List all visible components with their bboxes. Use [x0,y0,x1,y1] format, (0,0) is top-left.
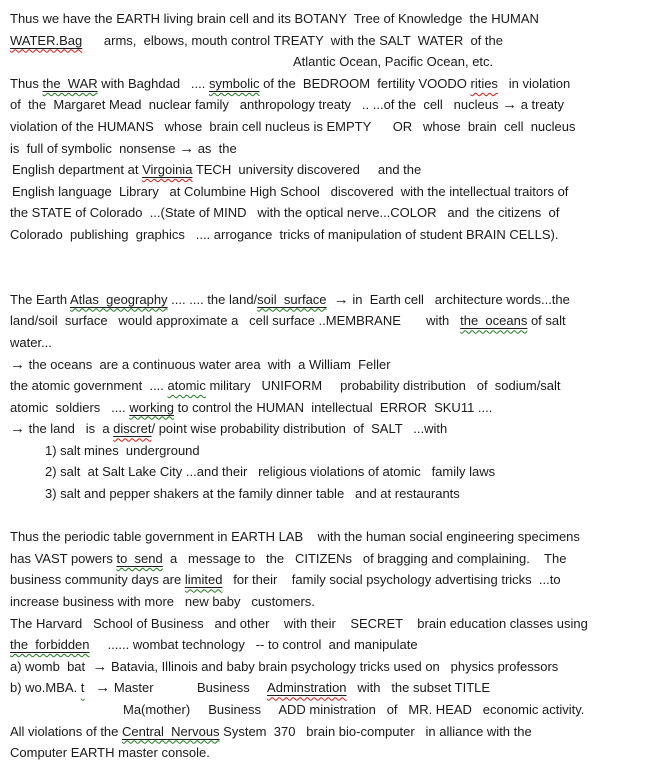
text-line [0,116,659,138]
text-segment: English language Library at Columbine High School discovered with the intellectual traitors of [12,183,569,199]
grammar-flagged-word: working [129,399,174,415]
text-line [0,246,659,268]
grammar-flagged-word: the oceans [460,313,528,329]
text-line [0,310,659,332]
text-line [0,721,659,743]
underlined-word [43,76,98,91]
text-line [0,51,659,73]
text-segment: / point wise probability distribution of SALT ...with [151,421,448,437]
arrow-glyph: → [92,657,108,675]
text-segment: to control the HUMAN intellectual ERROR SKU11 .... [174,399,493,415]
text-line [0,224,659,246]
text-segment: land/soil surface would approximate a cell surface ..MEMBRANE with [10,313,461,329]
text-segment: a message to the CITIZENs of bragging and complaining. The [162,550,567,566]
text-line [0,159,659,181]
text-segment: English department at [12,162,143,178]
text-segment: 3) salt and pepper shakers at the family dinner table and at restaurants [45,486,460,502]
grammar-flagged-word: symbolic [208,75,260,91]
text-segment: is full of symbolic nonsense [10,140,180,156]
text-segment: water... [10,334,52,350]
text-segment: TECH university discovered and the [192,162,422,178]
text-segment: ...... wombat technology -- to control and manipulate [89,637,418,653]
arrow-glyph: → [333,290,349,308]
grammar-flagged-word: atomic [167,378,206,394]
text-segment: in Earth cell architecture words...the [348,291,570,307]
grammar-flagged-word: the forbidden [10,637,90,653]
arrow-glyph: → [179,139,195,157]
text-segment: of the Margaret Mead nuclear family anthropology treaty .. ...of the cell nucleus [10,97,503,113]
text-segment: Master Business [110,680,268,696]
text-segment: Batavia, Illinois and baby brain psychology tricks used on physics professors [107,658,559,674]
text-segment: for their family social psychology advertising tricks ...to [222,572,561,588]
underlined-word [116,551,162,566]
text-line [0,332,659,354]
underlined-word [129,400,174,415]
text-line [0,677,659,699]
text-segment: with Baghdad .... [97,75,209,91]
text-line [0,656,659,678]
grammar-flagged-word: t [80,680,85,696]
text-line [0,181,659,203]
text-line [0,8,659,30]
text-segment: with the subset TITLE [346,680,491,696]
text-segment: Atlantic Ocean, Pacific Ocean, etc. [293,54,494,70]
text-segment: The Harvard School of Business and other with their SECRET brain education classes using [10,615,588,631]
underlined-word [185,572,223,587]
text-line [0,461,659,483]
grammar-flagged-word: Central Nervous [122,723,220,739]
text-line [0,526,659,548]
text-line [0,267,659,289]
text-segment: b) wo.MBA. [10,680,81,696]
text-segment: in violation [497,75,571,91]
text-line [0,483,659,505]
text-segment: .... .... the land/ [167,291,258,307]
text-line [0,699,659,721]
grammar-flagged-word: to send [116,550,163,566]
text-segment: Colorado publishing graphics .... arrogance tricks of manipulation of student BRAIN CELLS). [10,226,559,242]
text-segment: arms, elbows, mouth control TREATY with the SALT WATER of the [82,32,503,48]
text-line [0,634,659,656]
arrow-glyph: → [502,96,518,114]
text-segment: 1) salt mines underground [45,442,200,458]
text-line [0,569,659,591]
underlined-word [209,76,260,91]
underlined-word [267,680,346,695]
underlined-word [10,637,90,652]
text-segment: Thus we have the EARTH living brain cell and its BOTANY Tree of Knowledge the HUMAN [10,11,539,26]
text-segment: the oceans are a continuous water area with a William Feller [25,356,391,372]
text-segment: a treaty [517,97,565,113]
underlined-word [10,33,82,48]
underlined-word [122,724,220,739]
text-line [0,742,659,764]
text-segment: the STATE of Colorado ...(State of MIND with the optical nerve...COLOR and the citizens of [10,205,560,221]
text-line [0,138,659,160]
text-line [0,591,659,613]
text-line [0,354,659,376]
text-segment: a) womb bat [10,658,93,674]
text-segment: business community days are [10,572,185,588]
text-segment: of the BEDROOM fertility VOODO [259,75,471,91]
text-segment: 2) salt at Salt Lake City ...and their religious violations of atomic family laws [45,464,496,480]
text-line [0,548,659,570]
underlined-word [257,292,326,307]
arrow-glyph: → [10,355,25,373]
arrow-glyph: → [10,420,25,438]
text-segment: atomic soldiers .... [10,399,130,415]
text-line [0,94,659,116]
text-line [0,30,659,52]
text-line [0,440,659,462]
text-line [0,202,659,224]
text-segment: has VAST powers [10,550,117,566]
text-segment: violation of the HUMANS whose brain cell nucleus is EMPTY OR whose brain cell nucleus [10,118,576,134]
document-body [0,8,659,764]
text-line [0,375,659,397]
spellcheck-flagged-word: rities [470,75,498,91]
text-segment: Thus the periodic table government in EARTH LAB with the human social engineering specimens [10,529,580,545]
text-line [0,418,659,440]
underlined-word [142,162,192,177]
text-segment: System 370 brain bio-computer in alliance with the [219,723,532,739]
text-line [0,613,659,635]
grammar-flagged-word: soil surface [257,291,327,307]
text-segment: military UNIFORM probability distribution of sodium/salt [205,378,561,394]
spellcheck-flagged-word: discret [113,421,152,437]
text-segment: the atomic government .... [10,378,168,394]
text-segment: All violations of the [10,723,123,739]
underlined-word [70,292,168,307]
text-segment: of salt [527,313,566,329]
arrow-glyph: → [95,679,111,697]
underlined-word [460,313,527,328]
text-line [0,397,659,419]
spellcheck-flagged-word: Adminstration [267,680,347,696]
text-line [0,289,659,311]
text-line [0,73,659,95]
grammar-flagged-word: Atlas geography [69,291,168,307]
grammar-flagged-word: the WAR [42,75,98,91]
spellcheck-flagged-word: WATER.Bag [10,32,83,48]
text-segment: Computer EARTH master console. [10,745,210,761]
text-segment: Ma(mother) Business ADD ministration of MR. HEAD economic activity. [123,702,585,717]
underlined-word [113,421,151,436]
grammar-flagged-word: limited [184,572,223,588]
text-line [0,505,659,527]
text-segment: Thus [10,75,43,91]
text-segment: increase business with more new baby customers. [10,594,315,610]
text-segment: as the [194,140,237,156]
text-segment: the land is a [25,421,114,437]
text-segment [84,680,95,695]
spellcheck-flagged-word: Virgoinia [142,162,193,178]
text-segment: The Earth [10,291,70,307]
text-segment [327,292,334,307]
